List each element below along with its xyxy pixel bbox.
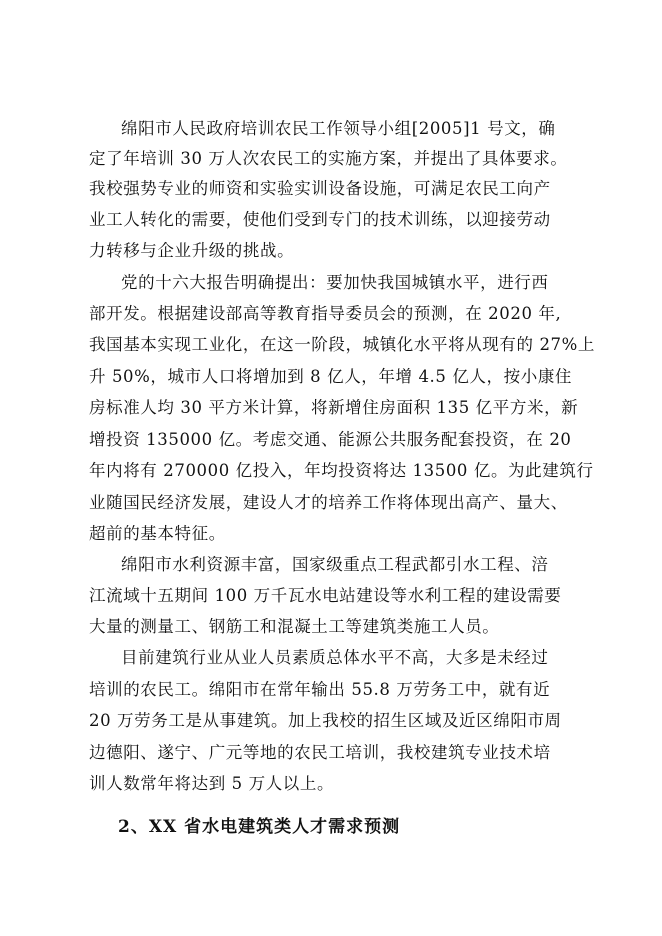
paragraph-1-line-2: 定了年培训 30 万人次农民工的实施方案，并提出了具体要求。 [89,149,568,168]
paragraph-1-line-3: 我校强势专业的师资和实验实训设备设施，可满足农民工向产 [89,179,551,198]
paragraph-1-line-5: 力转移与企业升级的挑战。 [89,241,295,260]
paragraph-3-line-1: 绵阳市水利资源丰富，国家级重点工程武都引水工程、涪 [121,555,549,574]
section-heading: 2、XX 省水电建筑类人才需求预测 [118,817,401,837]
paragraph-1-line-4: 业工人转化的需要，使他们受到专门的技术训练，以迎接劳动 [89,210,551,229]
paragraph-2-line-3: 我国基本实现工业化，在这一阶段，城镇化水平将从现有的 27%上 [89,335,596,354]
paragraph-3-line-2: 江流域十五期间 100 万千瓦水电站建设等水利工程的建设需要 [89,586,562,605]
paragraph-1-line-1: 绵阳市人民政府培训农民工作领导小组[2005]1 号文，确 [121,119,556,138]
paragraph-2-line-1: 党的十六大报告明确提出：要加快我国城镇水平，进行西 [121,273,549,292]
paragraph-2-line-6: 增投资 135000 亿。考虑交通、能源公共服务配套投资，在 20 [89,430,572,449]
paragraph-2-line-9: 超前的基本特征。 [89,524,226,543]
paragraph-2-line-8: 业随国民经济发展，建设人才的培养工作将体现出高产、量大、 [89,493,568,512]
paragraph-4-line-1: 目前建筑行业从业人员素质总体水平不高，大多是未经过 [121,648,549,667]
paragraph-4-line-5: 训人数常年将达到 5 万人以上。 [89,774,335,793]
paragraph-3-line-3: 大量的测量工、钢筋工和混凝土工等建筑类施工人员。 [89,617,500,636]
paragraph-2-line-7: 年内将有 270000 亿投入，年均投资将达 13500 亿。为此建筑行 [89,461,594,480]
paragraph-4-line-3: 20 万劳务工是从事建筑。加上我校的招生区域及近区绵阳市周 [89,711,562,730]
paragraph-2-line-2: 部开发。根据建设部高等教育指导委员会的预测，在 2020 年, [89,304,562,323]
paragraph-2-line-5: 房标准人均 30 平方米计算，将新增住房面积 135 亿平方米，新 [89,398,579,417]
paragraph-4-line-2: 培训的农民工。绵阳市在常年输出 55.8 万劳务工中，就有近 [89,680,551,699]
paragraph-2-line-4: 升 50%，城市人口将增加到 8 亿人，年增 4.5 亿人，按小康住 [89,367,573,386]
paragraph-4-line-4: 边德阳、遂宁、广元等地的农民工培训，我校建筑专业技术培 [89,743,551,762]
